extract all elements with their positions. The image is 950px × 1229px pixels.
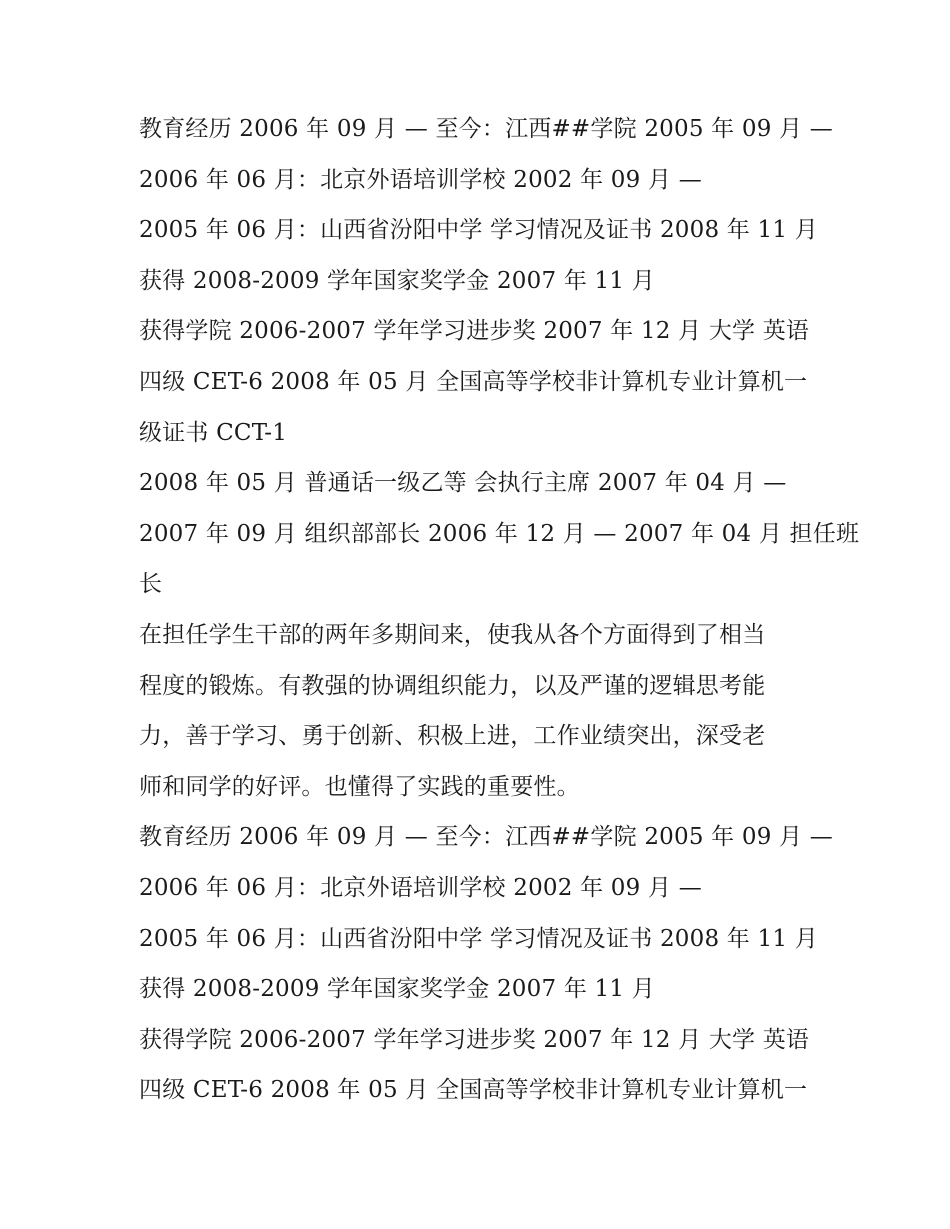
text-line: 2007 年 09 月 组织部部长 2006 年 12 月 — 2007 年 04 月 担任班	[139, 520, 860, 547]
text-line: 力，善于学习、勇于创新、积极上进，工作业绩突出，深受老	[139, 723, 766, 750]
text-line: 2006 年 06 月：北京外语培训学校 2002 年 09 月 —	[139, 166, 702, 193]
text-line: 长	[139, 571, 163, 598]
text-line: 获得学院 2006-2007 学年学习进步奖 2007 年 12 月 大学 英语	[139, 1026, 810, 1053]
text-line: 2005 年 06 月：山西省汾阳中学 学习情况及证书 2008 年 11 月	[139, 217, 818, 244]
text-line: 四级 CET-6 2008 年 05 月 全国高等学校非计算机专业计算机一	[139, 1077, 808, 1104]
text-line: 教育经历 2006 年 09 月 — 至今：江西##学院 2005 年 09 月 —	[139, 824, 833, 851]
text-line: 获得 2008-2009 学年国家奖学金 2007 年 11 月	[139, 267, 655, 294]
text-line: 程度的锻炼。有教强的协调组织能力，以及严谨的逻辑思考能	[139, 672, 766, 699]
text-line: 四级 CET-6 2008 年 05 月 全国高等学校非计算机专业计算机一	[139, 368, 808, 395]
text-line: 2008 年 05 月 普通话一级乙等 会执行主席 2007 年 04 月 —	[139, 470, 787, 497]
text-line: 级证书 CCT-1	[139, 419, 288, 446]
text-line: 获得学院 2006-2007 学年学习进步奖 2007 年 12 月 大学 英语	[139, 318, 810, 345]
text-line: 教育经历 2006 年 09 月 — 至今：江西##学院 2005 年 09 月 —	[139, 116, 833, 142]
text-line: 获得 2008-2009 学年国家奖学金 2007 年 11 月	[139, 976, 655, 1003]
text-line: 2005 年 06 月：山西省汾阳中学 学习情况及证书 2008 年 11 月	[139, 925, 818, 952]
text-line: 2006 年 06 月：北京外语培训学校 2002 年 09 月 —	[139, 874, 702, 901]
text-line: 在担任学生干部的两年多期间来，使我从各个方面得到了相当	[139, 621, 766, 648]
text-line: 师和同学的好评。也懂得了实践的重要性。	[139, 773, 580, 800]
document-body	[139, 104, 860, 1116]
